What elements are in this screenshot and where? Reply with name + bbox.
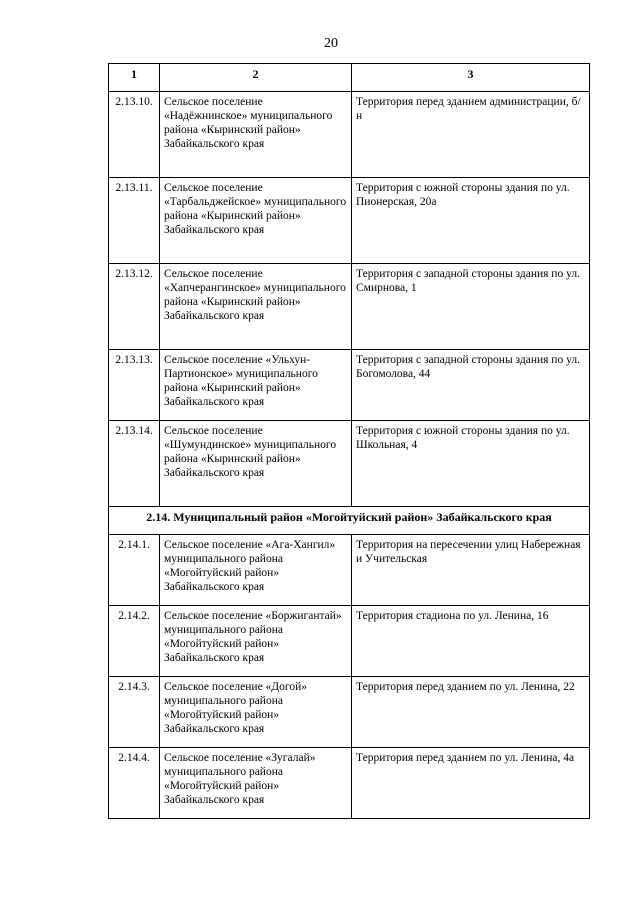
settlements-table [108,63,590,819]
settlement-name: Сельское поселение «Зугалай» муниципального района «Могойтуйский район» Забайкальского края [160,748,352,819]
table-row [109,421,590,507]
column-header: 3 [352,64,590,92]
table-row [109,350,590,421]
territory-description: Территория перед зданием администрации, б/н [352,92,590,178]
row-number: 2.14.3. [109,677,160,748]
settlement-name: Сельское поселение «Тарбальджейское» муниципального района «Кыринский район» Забайкальского края [160,178,352,264]
table-row [109,606,590,677]
territory-description: Территория с западной стороны здания по ул. Смирнова, 1 [352,264,590,350]
settlement-name: Сельское поселение «Догой» муниципального района «Могойтуйский район» Забайкальского края [160,677,352,748]
row-number: 2.13.11. [109,178,160,264]
territory-description: Территория перед зданием по ул. Ленина, 22 [352,677,590,748]
page-number: 20 [324,36,338,51]
settlement-name: Сельское поселение «Шумундинское» муниципального района «Кыринский район» Забайкальского края [160,421,352,507]
settlement-name: Сельское поселение «Хапчерангинское» муниципального района «Кыринский район» Забайкальского края [160,264,352,350]
row-number: 2.13.12. [109,264,160,350]
row-number: 2.14.2. [109,606,160,677]
territory-description: Территория перед зданием по ул. Ленина, 4а [352,748,590,819]
settlement-name: Сельское поселение «Надёжнинское» муниципального района «Кыринский район» Забайкальского края [160,92,352,178]
settlement-name: Сельское поселение «Ага-Хангил» муниципального района «Могойтуйский район» Забайкальского края [160,535,352,606]
table-row [109,178,590,264]
column-header: 2 [160,64,352,92]
column-header: 1 [109,64,160,92]
table-row [109,677,590,748]
table-row [109,748,590,819]
section-row [109,507,590,535]
row-number: 2.14.4. [109,748,160,819]
table-row [109,264,590,350]
section-title: 2.14. Муниципальный район «Могойтуйский район» Забайкальского края [109,507,590,535]
settlement-name: Сельское поселение «Боржигантай» муниципального района «Могойтуйский район» Забайкальского края [160,606,352,677]
settlement-name: Сельское поселение «Ульхун-Партионское» муниципального района «Кыринский район» Забайкальского края [160,350,352,421]
row-number: 2.14.1. [109,535,160,606]
territory-description: Территория с западной стороны здания по ул. Богомолова, 44 [352,350,590,421]
row-number: 2.13.14. [109,421,160,507]
row-number: 2.13.13. [109,350,160,421]
table-row [109,92,590,178]
territory-description: Территория с южной стороны здания по ул. Пионерская, 20а [352,178,590,264]
territory-description: Территория на пересечении улиц Набережная и Учительская [352,535,590,606]
table-row [109,535,590,606]
row-number: 2.13.10. [109,92,160,178]
table-header-row [109,64,590,92]
territory-description: Территория стадиона по ул. Ленина, 16 [352,606,590,677]
territory-description: Территория с южной стороны здания по ул. Школьная, 4 [352,421,590,507]
